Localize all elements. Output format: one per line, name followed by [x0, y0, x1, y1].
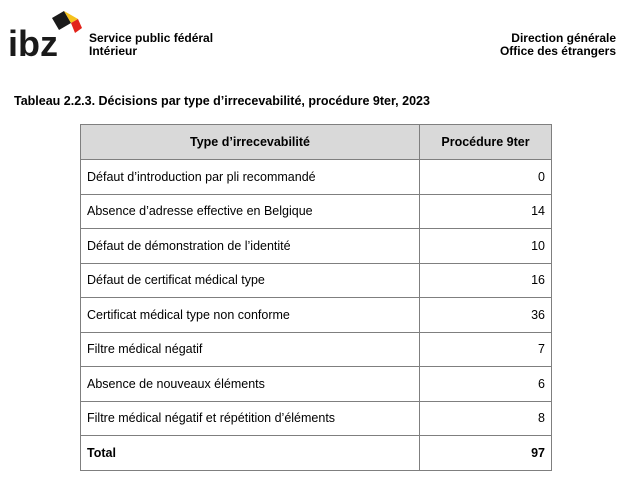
table-row — [81, 194, 552, 229]
service-line-1: Service public fédéral — [89, 31, 214, 45]
row-type-cell: Défaut de démonstration de l’identité — [81, 229, 420, 264]
service-public-label — [89, 32, 213, 58]
row-value-cell: 8 — [420, 401, 552, 436]
total-label-cell: Total — [81, 436, 420, 471]
table-header-row — [81, 125, 552, 160]
total-value-cell: 97 — [420, 436, 552, 471]
direction-line-1: Direction générale — [511, 31, 616, 45]
row-type-cell: Absence de nouveaux éléments — [81, 367, 420, 402]
row-value-cell: 0 — [420, 160, 552, 195]
table-row — [81, 160, 552, 195]
row-value-cell: 16 — [420, 263, 552, 298]
service-line-2: Intérieur — [89, 44, 138, 58]
table-row — [81, 298, 552, 333]
table-row — [81, 401, 552, 436]
table-caption: Tableau 2.2.3. Décisions par type d’irrecevabilité, procédure 9ter, 2023 — [14, 94, 430, 108]
ibz-logo — [8, 8, 83, 62]
row-value-cell: 36 — [420, 298, 552, 333]
table-row — [81, 263, 552, 298]
column-header-procedure: Procédure 9ter — [420, 125, 552, 160]
decisions-table — [80, 124, 552, 471]
row-type-cell: Défaut d’introduction par pli recommandé — [81, 160, 420, 195]
column-header-type: Type d’irrecevabilité — [81, 125, 420, 160]
logo-text: ibz — [8, 23, 58, 62]
table-row — [81, 367, 552, 402]
row-type-cell: Défaut de certificat médical type — [81, 263, 420, 298]
row-value-cell: 10 — [420, 229, 552, 264]
table-row — [81, 229, 552, 264]
table-row — [81, 332, 552, 367]
direction-line-2: Office des étrangers — [499, 44, 616, 58]
row-value-cell: 6 — [420, 367, 552, 402]
row-value-cell: 14 — [420, 194, 552, 229]
direction-label — [500, 32, 616, 58]
total-row — [81, 436, 552, 471]
row-value-cell: 7 — [420, 332, 552, 367]
row-type-cell: Certificat médical type non conforme — [81, 298, 420, 333]
row-type-cell: Absence d’adresse effective en Belgique — [81, 194, 420, 229]
row-type-cell: Filtre médical négatif — [81, 332, 420, 367]
row-type-cell: Filtre médical négatif et répétition d’éléments — [81, 401, 420, 436]
